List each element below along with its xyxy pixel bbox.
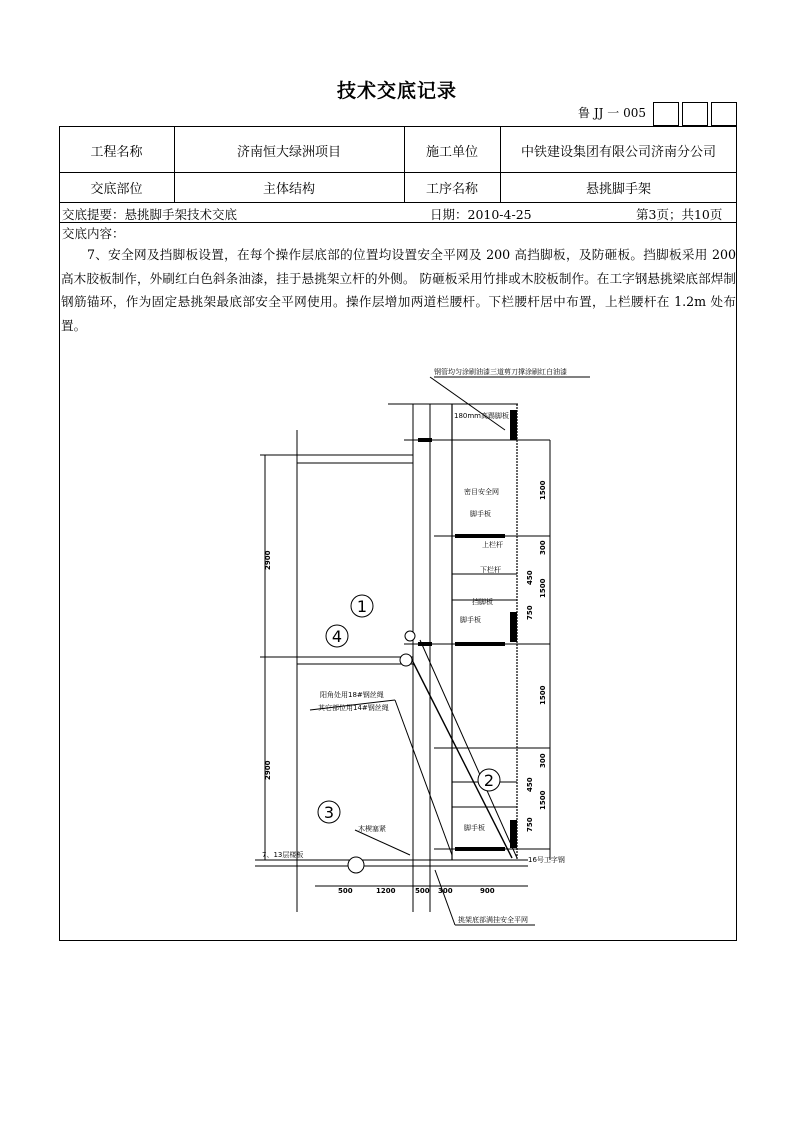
dim-300-bottom: 300 — [438, 887, 453, 895]
dim-2900-upper: 2900 — [264, 550, 272, 570]
dim-500-b: 500 — [415, 887, 430, 895]
plank-label-2: 脚手板 — [460, 616, 481, 624]
contractor-value: 中铁建设集团有限公司济南分公司 — [520, 145, 716, 160]
process-label: 工序名称 — [425, 182, 478, 197]
dim-1200: 1200 — [376, 887, 396, 895]
dim-500-a: 500 — [338, 887, 353, 895]
page-text: 第3页；共10页 — [636, 207, 723, 222]
dim-750-a: 750 — [526, 605, 534, 620]
i-beam-label: 16号工字钢 — [528, 856, 565, 864]
rope-note-2: 其它部位用14#钢丝绳 — [318, 704, 389, 712]
net-label: 密目安全网 — [464, 488, 499, 496]
part-value: 主体结构 — [262, 182, 315, 197]
lower-rail-label: 下栏杆 — [480, 566, 501, 574]
note-top-label: 钢管均匀涂刷油漆三道剪刀撑涂刷红白油漆 — [434, 368, 567, 376]
content-paragraph: 7、安全网及挡脚板设置，在每个操作层底部的位置均设置安全平网及 200 高挡脚板，及防砸板。挡脚板采用 200 高木胶板制作，外刷红白色斜条油漆，挂于悬挑架立杆的外侧。 防砸板采用竹排或木胶板制作。在工字钢悬挑梁底部焊制钢筋锚环，作为固定悬挑架最底部安全平网使用。操作层增加两道栏腰杆。下栏腰杆居中布置，上栏腰杆在 1.2m 处布置。 — [61, 247, 736, 333]
floor-label: 7、13层楼板 — [262, 851, 304, 859]
dim-2900-lower: 2900 — [264, 760, 272, 780]
dim-300-b: 300 — [539, 753, 547, 768]
dim-1500-c: 1500 — [539, 685, 547, 705]
marker-1: 1 — [356, 597, 368, 616]
contractor-label: 施工单位 — [425, 145, 478, 160]
plank-label: 脚手板 — [470, 510, 491, 518]
content-label: 交底内容： — [62, 226, 125, 241]
toe-board-label: 挡脚板 — [472, 598, 493, 606]
process-value: 悬挑脚手架 — [585, 182, 651, 197]
dim-300-a: 300 — [539, 540, 547, 555]
wedge-label: 木楔塞紧 — [358, 825, 386, 833]
marker-2: 2 — [483, 771, 495, 790]
date-text: 日期：2010-4-25 — [430, 207, 532, 222]
dim-450-a: 450 — [526, 570, 534, 585]
marker-3: 3 — [323, 803, 335, 822]
dim-1500-d: 1500 — [539, 790, 547, 810]
part-label: 交底部位 — [90, 182, 143, 197]
document-title: 技术交底记录 — [336, 80, 457, 102]
bottom-net-label: 挑架底部满挂安全平网 — [458, 916, 528, 924]
dim-450-b: 450 — [526, 777, 534, 792]
project-value: 济南恒大绿洲项目 — [236, 145, 341, 160]
upper-rail-label: 上栏杆 — [482, 541, 503, 549]
dim-1500-b: 1500 — [539, 578, 547, 598]
marker-4: 4 — [331, 627, 343, 646]
dim-1500-a: 1500 — [539, 480, 547, 500]
toe-board-top-label: 180mm高踢脚板 — [454, 412, 509, 420]
rope-note-1: 阳角处用18#钢丝绳 — [320, 691, 384, 699]
form-code: 鲁 JJ 一 005 — [578, 106, 646, 120]
summary-text: 交底提要：悬挑脚手架技术交底 — [62, 207, 238, 222]
dim-900: 900 — [480, 887, 495, 895]
project-label: 工程名称 — [90, 145, 143, 160]
dim-750-b: 750 — [526, 817, 534, 832]
plank-label-3: 脚手板 — [464, 824, 485, 832]
